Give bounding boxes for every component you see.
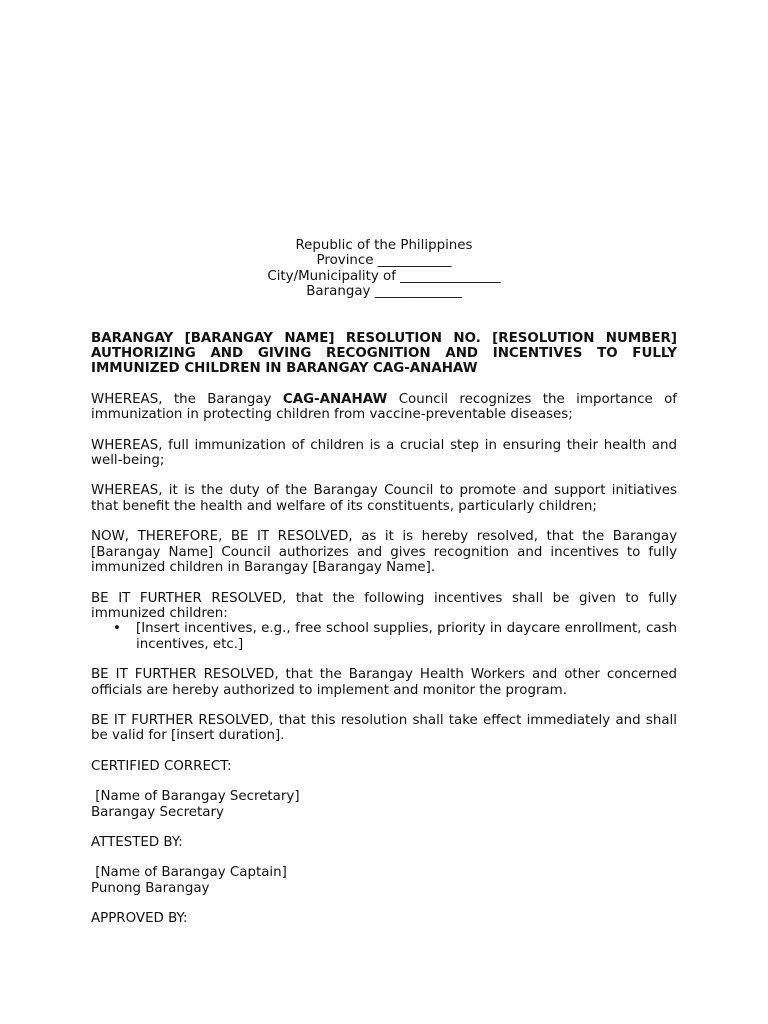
header-republic: Republic of the Philippines <box>295 238 473 253</box>
resolved-paragraph: NOW, THEREFORE, BE IT RESOLVED, as it is hereby resolved, that the Barangay [Barangay Name] Council authorizes and gives recognition and incentives to fully immunized children in Barangay [Barangay Name]. <box>91 529 677 576</box>
attested-label: ATTESTED BY: <box>91 834 183 850</box>
whereas-paragraph-3: WHEREAS, it is the duty of the Barangay Council to promote and support initiatives that benefit the health and welfare of its constituents, particularly children; <box>91 483 677 514</box>
document-page <box>91 238 677 927</box>
further-resolved-1 <box>91 591 677 653</box>
secretary-signature-block <box>91 789 677 820</box>
header-city: City/Municipality of _______________ <box>267 268 501 284</box>
further-resolved-2: BE IT FURTHER RESOLVED, that the Barangay Health Workers and other concerned officials are hereby authorized to implement and monitor the program. <box>91 667 677 698</box>
secretary-name: [Name of Barangay Secretary] <box>91 789 300 805</box>
certified-label: CERTIFIED CORRECT: <box>91 758 232 774</box>
whereas-paragraph-2: WHEREAS, full immunization of children is a crucial step in ensuring their health and well-being; <box>91 437 677 469</box>
captain-name: [Name of Barangay Captain] <box>91 865 287 881</box>
list-item <box>113 621 677 652</box>
whereas-1-prefix: WHEREAS, the Barangay <box>91 391 283 407</box>
header-barangay: Barangay _____________ <box>306 284 462 300</box>
secretary-role: Barangay Secretary <box>91 804 224 820</box>
whereas-paragraph-1 <box>91 392 677 423</box>
captain-role: Punong Barangay <box>91 880 210 896</box>
bullet-icon: • <box>113 621 121 637</box>
barangay-name-bold: CAG-ANAHAW <box>282 391 388 407</box>
incentive-text: [Insert incentives, e.g., free school supplies, priority in daycare enrollment, cash incentives, etc.] <box>136 621 677 652</box>
further-resolved-3: BE IT FURTHER RESOLVED, that this resolution shall take effect immediately and shall be valid for [insert duration]. <box>91 712 677 744</box>
resolution-title: BARANGAY [BARANGAY NAME] RESOLUTION NO. [RESOLUTION NUMBER] AUTHORIZING AND GIVING RECOGNITION AND INCENTIVES TO FULLY IMMUNIZED CHILDREN IN BARANGAY CAG-ANAHAW <box>91 330 677 377</box>
approved-label: APPROVED BY: <box>91 911 188 927</box>
header-province: Province ___________ <box>316 253 452 269</box>
document-header <box>91 238 677 300</box>
incentives-list <box>91 621 677 652</box>
further-resolved-1-text: BE IT FURTHER RESOLVED, that the following incentives shall be given to fully immunized children: <box>91 590 677 621</box>
captain-signature-block <box>91 865 677 896</box>
whereas-1-suffix: Council recognizes the importance of immunization in protecting children from vaccine-preventable diseases; <box>91 391 677 423</box>
